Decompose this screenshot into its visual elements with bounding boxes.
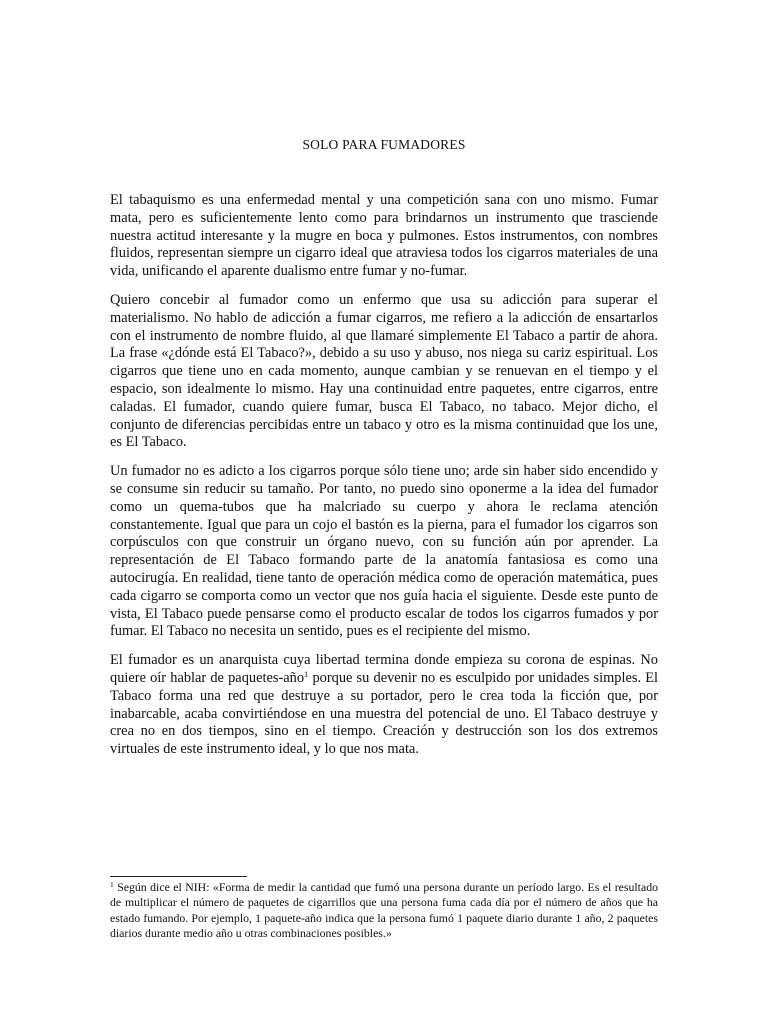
footnote-reference[interactable]: 1	[304, 668, 309, 679]
footnote-divider	[110, 876, 247, 877]
footnote-number: 1	[110, 880, 114, 889]
paragraph-4-text-end: porque su devenir no es esculpido por unidades simples. El Tabaco forma una red que destruye a su portador, pero le crea toda la ficción que, por inabarcable, acaba convirtiéndose en una muestra del potencial de uno. El Tabaco destruye y crea no en dos tiempos, sino en el tiempo. Creación y destrucción son los dos extremos virtuales de este instrumento ideal, y lo que nos mata.	[110, 669, 658, 758]
page-title: SOLO PARA FUMADORES	[302, 137, 466, 152]
paragraph-2: Quiero concebir al fumador como un enfermo que usa su adicción para superar el materialismo. No hablo de adicción a fumar cigarros, me refiero a la adicción de ensartarlos con el instrumento de nombre fluido, al que llamaré simplemente El Tabaco a partir de ahora. La frase «¿dónde está El Tabaco?», debido a su uso y abuso, nos niega su cariz espiritual. Los cigarros que tiene uno en cada momento, aunque cambian y se renuevan en el tiempo y el espacio, son idealmente lo mismo. Hay una continuidad entre paquetes, entre cigarros, entre caladas. El fumador, cuando quiere fumar, busca El Tabaco, no tabaco. Mejor dicho, el conjunto de diferencias percibidas entre un tabaco y otro es la misma continuidad que los une, es El Tabaco.	[110, 291, 658, 451]
paragraph-3: Un fumador no es adicto a los cigarros porque sólo tiene uno; arde sin haber sido encendido y se consume sin reducir su tamaño. Por tanto, no puedo sino oponerme a la idea del fumador como un quema-tubos que ha malcriado su cuerpo y ahora le reclama atención constantemente. Igual que para un cojo el bastón es la pierna, para el fumador los cigarros son corpúsculos con que construir un órgano nuevo, con su función aún por aprender. La representación de El Tabaco formando parte de la anatomía fantasiosa es como una autocirugía. En realidad, tiene tanto de operación médica como de operación matemática, pues cada cigarro se comporta como un vector que nos guía hacia el siguiente. Desde este punto de vista, El Tabaco puede pensarse como el producto escalar de todos los cigarros fumados y por fumar. El Tabaco no necesita un sentido, pues es el recipiente del mismo.	[110, 463, 658, 640]
document-body	[110, 192, 658, 770]
paragraph-4	[110, 652, 658, 759]
footnote	[110, 880, 658, 942]
paragraph-1: El tabaquismo es una enfermedad mental y una competición sana con uno mismo. Fumar mata, pero es suficientemente lento como para brindarnos un instrumento que trasciende nuestra actitud interesante y la mugre en boca y pulmones. Estos instrumentos, con nombres fluidos, representan siempre un cigarro ideal que atraviesa todos los cigarros materiales de una vida, unificando el aparente dualismo entre fumar y no-fumar.	[110, 192, 658, 280]
footnote-text: Según dice el NIH: «Forma de medir la cantidad que fumó una persona durante un período largo. Es el resultado de multiplicar el número de paquetes de cigarrillos que una persona fuma cada día por el número de años que ha estado fumando. Por ejemplo, 1 paquete-año indica que la persona fumó 1 paquete diario durante 1 año, 2 paquetes diarios durante medio año u otras combinaciones posibles.»	[110, 880, 658, 941]
paragraph-4-text-start: El fumador es un anarquista cuya libertad termina donde empieza su corona de espinas. No quiere oír hablar de paquetes-año	[110, 652, 658, 686]
